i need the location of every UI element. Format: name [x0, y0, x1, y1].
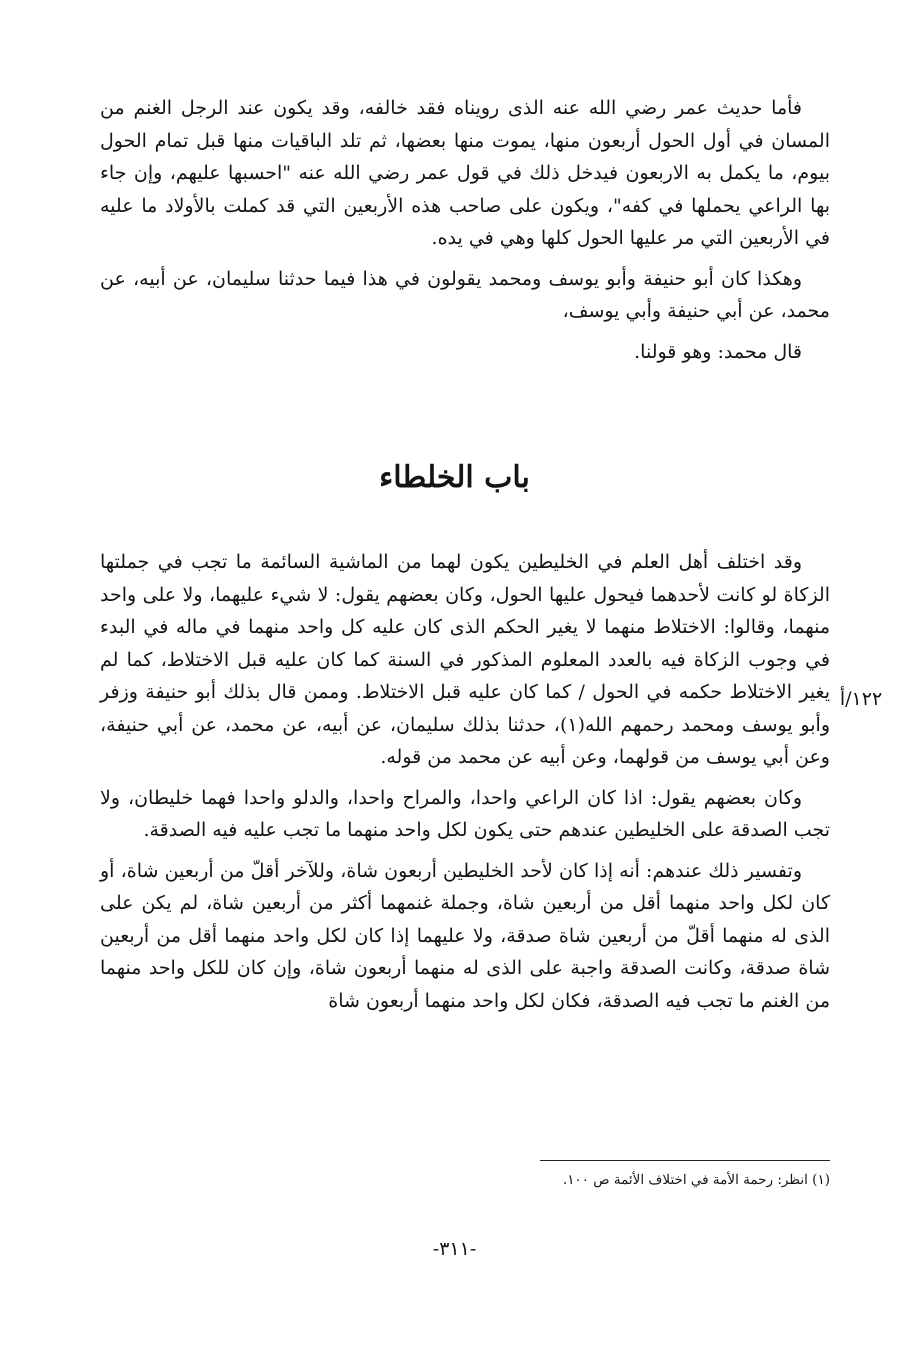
paragraph-abu-hanifa-view: وهكذا كان أبو حنيفة وأبو يوسف ومحمد يقولون في هذا فيما حدثنا سليمان، عن أبيه، عن محمد، عن أبي حنيفة وأبي يوسف، [100, 267, 830, 322]
footnote-divider [540, 1160, 830, 1161]
paragraph-second-opinion: وكان بعضهم يقول: اذا كان الراعي واحدا، والمراح واحدا، والدلو واحدا فهما خليطان، ولا تجب الصدقة على الخليطين عندهم حتى يكون لكل واحد منهما ما تجب عليه فيه الصدقة. [100, 786, 830, 841]
paragraph-disagreement: وقد اختلف أهل العلم في الخليطين يكون لهما من الماشية السائمة ما تجب في جملتها الزكاة لو كانت لأحدهما فيحول عليها الحول، وكان بعضهم يقول: لا شيء عليهما، ولا على واحد منهما، وقالوا: الاختلاط منهما لا يغير الحكم الذى كان عليه كل واحد منهما في ماله في البدء في وجوب الزكاة فيه بالعدد المعلوم المذكور في السنة كما كان عليه قبل الاختلاط، كما لم يغير الاختلاط حكمه في الحول / كما كان عليه قبل الاختلاط. وممن قال بذلك أبو حنيفة وزفر وأبو يوسف ومحمد رحمهم الله(١)، حدثنا بذلك سليمان، عن أبيه، عن محمد، عن أبي حنيفة، وعن أبي يوسف من قولهما، وعن أبيه عن محمد من قوله. [100, 551, 830, 768]
paragraph-muhammad-quote: قال محمد: وهو قولنا. [634, 340, 802, 363]
section-khulata [100, 546, 830, 1017]
section-before-chapter [100, 92, 830, 368]
paragraph-umar-hadith: فأما حديث عمر رضي الله عنه الذى رويناه فقد خالفه، وقد يكون عند الرجل الغنم من المسان في أول الحول أربعون منها، يموت منها بعضها، ثم تلد الباقيات منها قبل تمام الحول بيوم، ما يكمل به الاربعون فيدخل ذلك في قول عمر رضي الله عنه "احسبها عليهم، وإن جاء بها الراعي يحملها في كفه"، ويكون على صاحب هذه الأربعين التي قد كملت بالأولاد ما عليه في الأربعين التي مر عليها الحول كلها وهي في يده. [100, 97, 830, 249]
paragraph-explanation: وتفسير ذلك عندهم: أنه إذا كان لأحد الخليطين أربعون شاة، وللآخر أقلّ من أربعين شاة، أو كان لكل واحد منهما أقل من أربعين شاة، وجملة غنمهما أكثر من أربعين شاة، لم يكن على الذى له منهما أقلّ من أربعين شاة صدقة، ولا عليهما إذا كان لكل واحد منهما أقل من أربعين شاة صدقة، وكانت الصدقة واجبة على الذى له منهما أربعون شاة، وإن كان للكل واحد منهما من الغنم ما تجب فيه الصدقة، فكان لكل واحد منهما أربعون شاة [100, 859, 830, 1012]
page-number: -٣١١- [432, 1238, 477, 1260]
footnote: (١) انظر: رحمة الأمة في اختلاف الأئمة ص ١٠٠. [562, 1172, 830, 1188]
chapter-title: باب الخلطاء [379, 460, 530, 495]
manuscript-folio-marker: ١٢٢/أ [839, 688, 883, 710]
